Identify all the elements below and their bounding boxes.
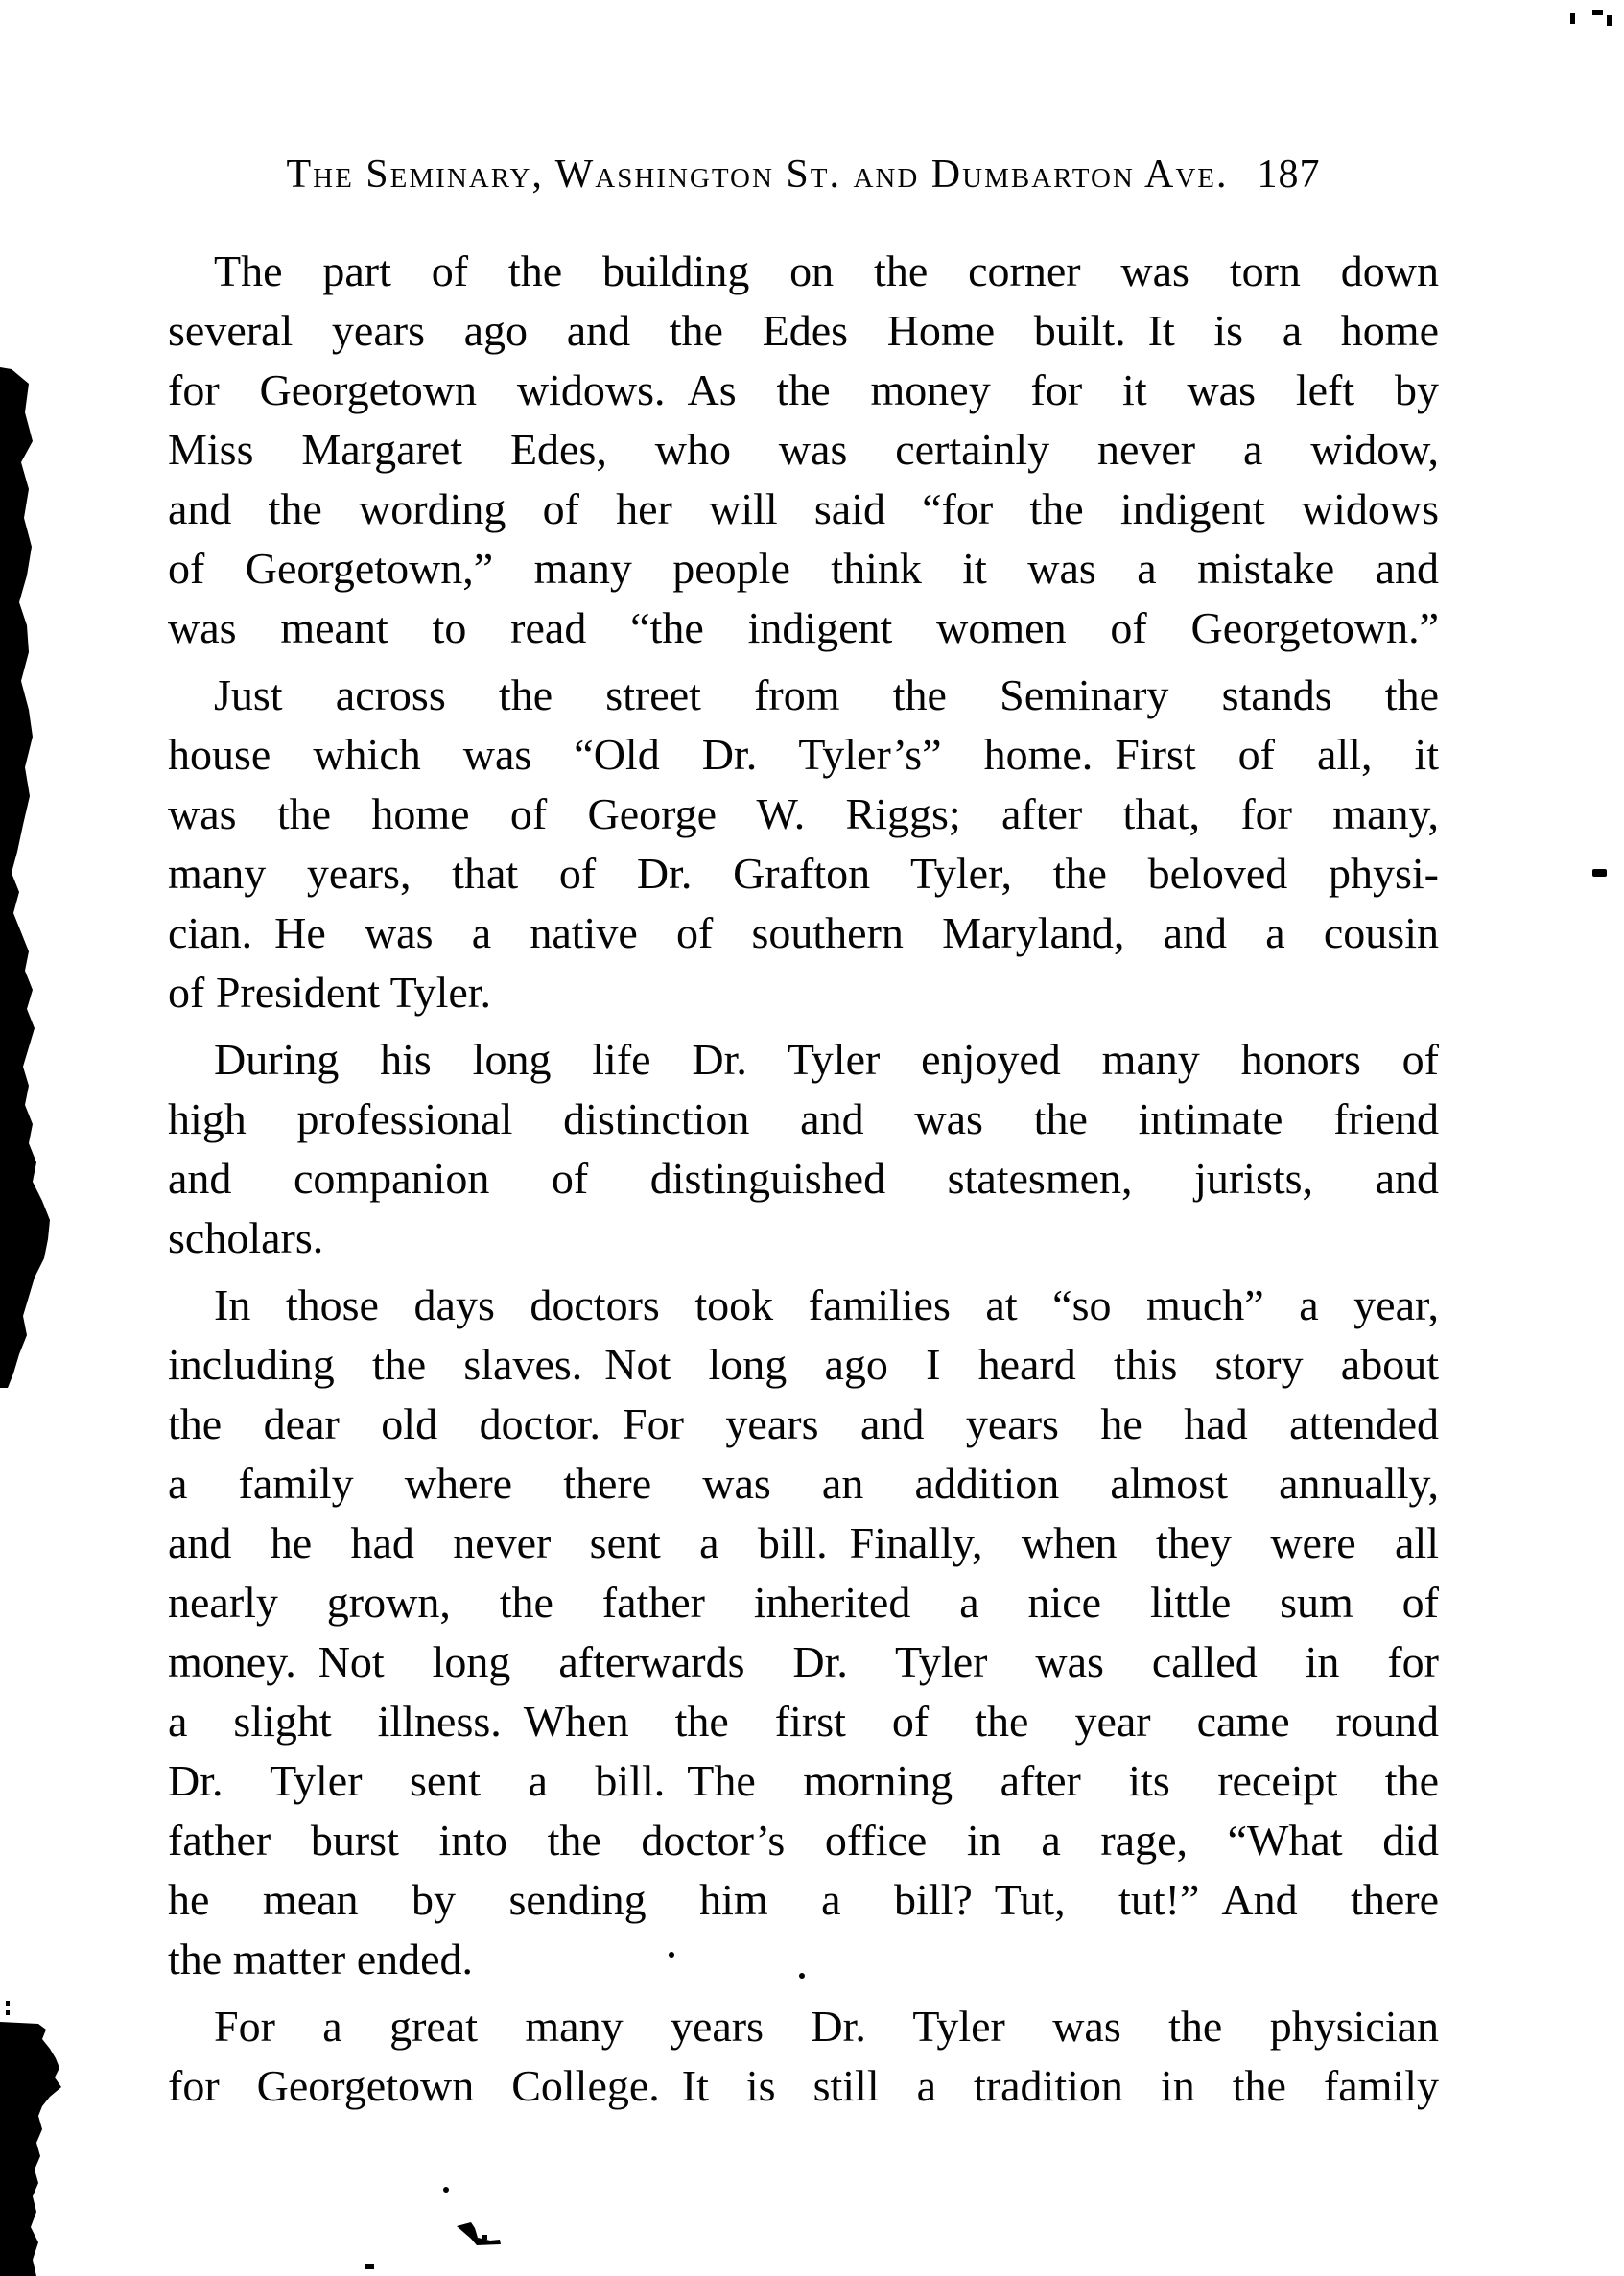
text-line: he mean by sending him a bill? Tut, tut!” And there (168, 1875, 1439, 1924)
ink-speck (1592, 869, 1607, 877)
text-line: Miss Margaret Edes, who was certainly never a widow, (168, 425, 1439, 474)
text-line: nearly grown, the father inherited a nice little sum of (168, 1578, 1439, 1627)
ink-speck (443, 2187, 449, 2193)
running-head-title: The Seminary, Washington St. and Dumbarton Ave. (286, 153, 1229, 197)
page-number: 187 (1257, 153, 1321, 197)
text-line: scholars. (168, 1213, 324, 1262)
ink-speck (1570, 13, 1575, 24)
text-line: a slight illness. When the first of the year came round (168, 1697, 1439, 1746)
text-line: the matter ended. (168, 1935, 474, 1983)
text-line: was meant to read “the indigent women of Georgetown.” (168, 603, 1439, 652)
ink-smudge-bottom-left (0, 2022, 61, 2276)
text-line: Dr. Tyler sent a bill. The morning after its receipt the (168, 1756, 1439, 1805)
paragraph (168, 666, 1439, 1022)
ink-speck (365, 2264, 374, 2269)
ink-speck (1592, 10, 1603, 15)
ink-speck (6, 2010, 10, 2015)
ink-speck (482, 2235, 487, 2240)
text-line: for Georgetown widows. As the money for it was left by (168, 365, 1439, 414)
text-line: several years ago and the Edes Home built. It is a home (168, 306, 1439, 355)
body-text (168, 242, 1439, 2116)
text-line: father burst into the doctor’s office in a rage, “What did (168, 1816, 1439, 1865)
text-line: was the home of George W. Riggs; after that, for many, (168, 789, 1439, 838)
text-line: for Georgetown College. It is still a tradition in the family (168, 2061, 1439, 2110)
text-line: During his long life Dr. Tyler enjoyed many honors of (214, 1035, 1439, 1084)
text-line: the dear old doctor. For years and years he had attended (168, 1399, 1439, 1448)
text-line: The part of the building on the corner was torn down (214, 246, 1439, 295)
text-line: Just across the street from the Seminary stands the (214, 670, 1439, 719)
text-line: and the wording of her will said “for the indigent widows (168, 484, 1439, 533)
text-line: and companion of distinguished statesmen, jurists, and (168, 1154, 1439, 1203)
text-line: of President Tyler. (168, 968, 492, 1017)
text-line: cian. He was a native of southern Maryland, and a cousin (168, 908, 1439, 957)
text-line: including the slaves. Not long ago I heard this story about (168, 1340, 1439, 1389)
ink-squiggle (457, 2222, 501, 2245)
paragraph (168, 1276, 1439, 1989)
ink-smudge-left (0, 367, 50, 1388)
ink-speck (6, 2001, 10, 2006)
text-line: of Georgetown,” many people think it was a mistake and (168, 544, 1439, 593)
paragraph (168, 1030, 1439, 1268)
ink-speck (1607, 15, 1612, 26)
text-line: In those days doctors took families at “so much” a year, (214, 1280, 1439, 1329)
text-line: and he had never sent a bill. Finally, when they were all (168, 1518, 1439, 1567)
text-line: house which was “Old Dr. Tyler’s” home. First of all, it (168, 730, 1439, 779)
text-line: many years, that of Dr. Grafton Tyler, the beloved physi- (168, 849, 1439, 898)
paragraph (168, 242, 1439, 658)
paragraph (168, 1997, 1439, 2116)
text-line: For a great many years Dr. Tyler was the physician (214, 2002, 1439, 2051)
text-line: money. Not long afterwards Dr. Tyler was called in for (168, 1637, 1439, 1686)
running-head (168, 152, 1439, 198)
text-line: high professional distinction and was the intimate friend (168, 1094, 1439, 1143)
text-line: a family where there was an addition almost annually, (168, 1459, 1439, 1508)
